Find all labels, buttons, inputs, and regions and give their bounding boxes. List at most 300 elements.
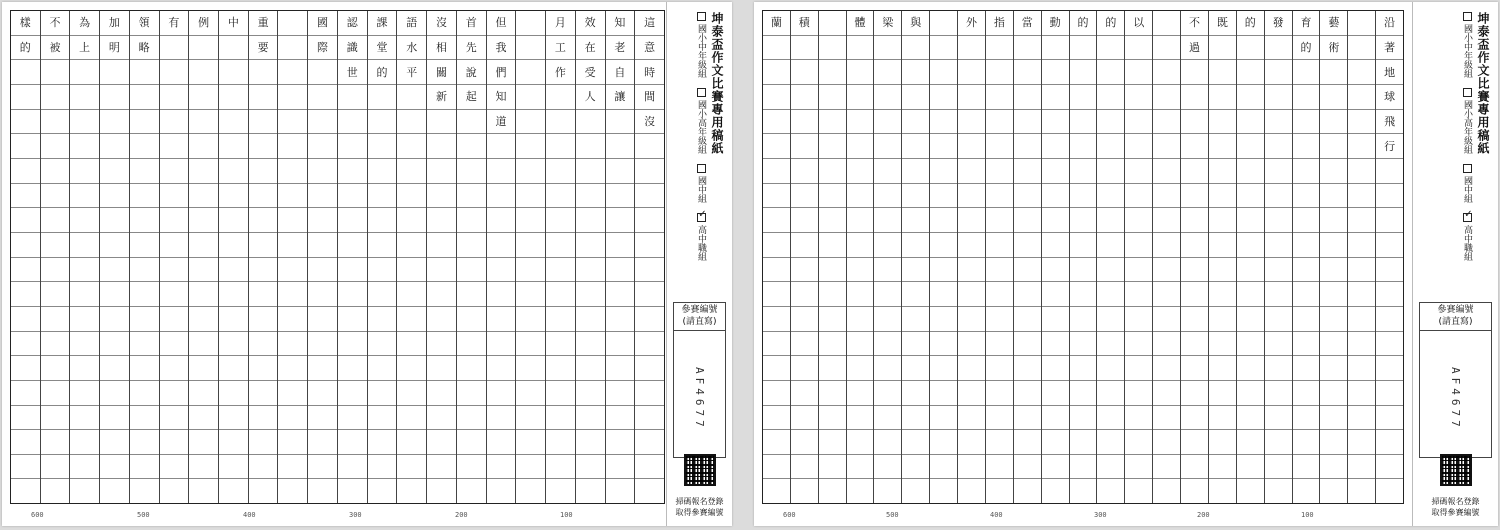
grid-cell: [130, 257, 159, 282]
grid-cell: [763, 454, 790, 479]
grid-cell: [397, 207, 426, 232]
grid-cell: [1070, 84, 1097, 109]
qr-code-icon: [684, 454, 716, 486]
grid-cell: [874, 207, 901, 232]
grid-cell: [606, 429, 635, 454]
grid-column: [456, 11, 486, 503]
grid-cell: [1293, 454, 1320, 479]
grid-cell: [1320, 306, 1347, 331]
grid-cell: [1320, 109, 1347, 134]
grid-cell: [1070, 59, 1097, 84]
grid-cell: [70, 355, 99, 380]
grid-cell: [249, 84, 278, 109]
grid-cell: [763, 109, 790, 134]
grid-cell: [1209, 109, 1236, 134]
grid-cell: 效: [584, 16, 596, 30]
checkbox-icon[interactable]: [1463, 88, 1472, 97]
grid-cell: 不: [1188, 16, 1200, 30]
grid-cell: [1097, 158, 1124, 183]
grid-cell: 知: [487, 84, 516, 109]
grid-cell: [847, 306, 874, 331]
grid-cell: [249, 109, 278, 134]
qr-code-icon: [1440, 454, 1472, 486]
grid-cell: [11, 478, 40, 503]
grid-cell: [1181, 257, 1208, 282]
division-option-senior-high[interactable]: ✓ 高中職組: [695, 213, 708, 261]
grid-cell: [958, 429, 985, 454]
grid-cell: [930, 306, 957, 331]
grid-cell: [219, 429, 248, 454]
grid-cell: [874, 306, 901, 331]
grid-cell: [1265, 84, 1292, 109]
grid-cell: [219, 207, 248, 232]
grid-cell: [130, 281, 159, 306]
grid-cell: [41, 183, 70, 208]
grid-cell: [338, 405, 367, 430]
grid-column: [1152, 11, 1180, 503]
grid-cell: [130, 405, 159, 430]
grid-cell: [1042, 183, 1069, 208]
entry-number-value: AF4677: [693, 366, 706, 431]
grid-cell: [1265, 478, 1292, 503]
grid-cell: [41, 405, 70, 430]
grid-cell: [1014, 478, 1041, 503]
grid-cell: 的: [11, 35, 40, 60]
grid-cell: [606, 454, 635, 479]
grid-cell: [791, 478, 818, 503]
grid-cell: [338, 478, 367, 503]
grid-cell: [847, 478, 874, 503]
grid-cell: [278, 257, 307, 282]
grid-cell: [70, 257, 99, 282]
grid-cell: [1181, 405, 1208, 430]
grid-cell: [819, 478, 846, 503]
grid-cell: [1070, 207, 1097, 232]
grid-cell: [763, 35, 790, 60]
grid-cell: [819, 331, 846, 356]
grid-cell: [791, 59, 818, 84]
division-option-junior-primary[interactable]: 國小中年級組: [695, 12, 708, 78]
division-option-junior-high[interactable]: 國中組: [695, 164, 708, 203]
grid-cell: [902, 355, 929, 380]
grid-cell: [576, 109, 605, 134]
grid-cell: [278, 380, 307, 405]
grid-cell: [1209, 380, 1236, 405]
entry-form-panel: [666, 2, 732, 526]
checkbox-icon[interactable]: [697, 88, 706, 97]
grid-cell: [1320, 158, 1347, 183]
grid-cell: [1209, 405, 1236, 430]
division-option-senior-high[interactable]: ✓ 高中職組: [1461, 213, 1474, 261]
essay-sheet-right: [754, 2, 1498, 526]
grid-cell: [1237, 59, 1264, 84]
grid-cell: 意: [635, 35, 664, 60]
grid-cell: 的: [368, 59, 397, 84]
grid-cell: 堂: [368, 35, 397, 60]
grid-cell: [1014, 158, 1041, 183]
grid-cell: [819, 35, 846, 60]
grid-cell: [308, 84, 337, 109]
grid-cell: [986, 478, 1013, 503]
grid-cell: [427, 183, 456, 208]
grid-cell: [1153, 84, 1180, 109]
grid-cell: [546, 429, 575, 454]
grid-cell: [427, 306, 456, 331]
grid-cell: [41, 109, 70, 134]
grid-cell: [189, 355, 218, 380]
grid-cell: [986, 429, 1013, 454]
division-option-junior-high[interactable]: 國中組: [1461, 164, 1474, 203]
grid-cell: [902, 478, 929, 503]
grid-cell: [516, 207, 545, 232]
grid-cell: [100, 454, 129, 479]
grid-cell: [100, 84, 129, 109]
grid-cell: [1348, 331, 1375, 356]
grid-cell: [160, 405, 189, 430]
grid-cell: [791, 306, 818, 331]
grid-cell: [1153, 405, 1180, 430]
grid-cell: [1097, 133, 1124, 158]
grid-cell: [791, 207, 818, 232]
grid-cell: [368, 380, 397, 405]
grid-cell: [1070, 158, 1097, 183]
grid-cell: [1237, 158, 1264, 183]
grid-cell: [958, 207, 985, 232]
grid-cell: [874, 84, 901, 109]
grid-cell: [368, 109, 397, 134]
grid-cell: [1181, 183, 1208, 208]
grid-cell: [1348, 183, 1375, 208]
grid-cell: [1153, 207, 1180, 232]
grid-cell: [791, 257, 818, 282]
grid-cell: [487, 133, 516, 158]
grid-cell: [11, 232, 40, 257]
grid-cell: 育: [1300, 16, 1312, 30]
grid-cell: [1376, 355, 1403, 380]
grid-cell: 月: [554, 16, 566, 30]
grid-cell: [1265, 331, 1292, 356]
grid-cell: [1181, 158, 1208, 183]
grid-cell: [930, 454, 957, 479]
grid-cell: [457, 207, 486, 232]
grid-cell: [487, 306, 516, 331]
grid-cell: [576, 207, 605, 232]
grid-cell: [958, 257, 985, 282]
grid-cell: 發: [1272, 16, 1284, 30]
grid-cell: [1348, 11, 1375, 35]
grid-cell: [986, 59, 1013, 84]
grid-cell: [278, 232, 307, 257]
grid-cell: [606, 109, 635, 134]
grid-cell: [368, 84, 397, 109]
grid-cell: 明: [100, 35, 129, 60]
checkbox-checked-icon[interactable]: [1463, 213, 1472, 222]
grid-cell: [958, 84, 985, 109]
grid-cell: [130, 331, 159, 356]
grid-cell: [902, 158, 929, 183]
grid-cell: [397, 380, 426, 405]
grid-cell: [930, 380, 957, 405]
grid-cell: [1097, 306, 1124, 331]
entry-number-label: 參賽編號: [681, 305, 718, 315]
grid-cell: [130, 158, 159, 183]
grid-cell: [1320, 59, 1347, 84]
grid-cell: [100, 331, 129, 356]
grid-column: [1096, 11, 1124, 503]
grid-cell: [219, 355, 248, 380]
grid-column: [486, 11, 516, 503]
grid-cell: 外: [965, 16, 977, 30]
grid-cell: [189, 158, 218, 183]
grid-cell: [546, 158, 575, 183]
checkbox-checked-icon[interactable]: [697, 213, 706, 222]
grid-cell: [1293, 158, 1320, 183]
grid-cell: [986, 232, 1013, 257]
grid-cell: [487, 405, 516, 430]
grid-cell: [847, 207, 874, 232]
grid-cell: 自: [606, 59, 635, 84]
qr-instructions: 掃碼報名登錄 取得參賽編號: [675, 496, 724, 517]
grid-cell: [100, 478, 129, 503]
grid-cell: [397, 232, 426, 257]
grid-cell: [1237, 183, 1264, 208]
grid-cell: [487, 331, 516, 356]
grid-cell: 要: [249, 35, 278, 60]
grid-cell: [902, 380, 929, 405]
grid-cell: 的: [1077, 16, 1089, 30]
grid-cell: [338, 183, 367, 208]
grid-cell: [11, 429, 40, 454]
grid-cell: [930, 281, 957, 306]
grid-cell: [1014, 207, 1041, 232]
division-options: [1461, 12, 1474, 261]
grid-cell: [819, 84, 846, 109]
grid-cell: [1209, 133, 1236, 158]
grid-cell: [1293, 429, 1320, 454]
checkbox-icon[interactable]: [1463, 164, 1472, 173]
grid-cell: [1181, 207, 1208, 232]
grid-cell: [368, 257, 397, 282]
grid-cell: [930, 355, 957, 380]
grid-cell: [249, 183, 278, 208]
grid-cell: [1181, 281, 1208, 306]
grid-cell: [847, 380, 874, 405]
grid-column: [11, 11, 40, 503]
grid-cell: [70, 281, 99, 306]
grid-cell: [219, 478, 248, 503]
grid-cell: 中: [227, 16, 239, 30]
grid-cell: [70, 109, 99, 134]
grid-cell: [1125, 84, 1152, 109]
grid-column: [218, 11, 248, 503]
grid-cell: [986, 306, 1013, 331]
grid-column: [818, 11, 846, 503]
entry-number-hint: (請直寫): [682, 316, 717, 327]
grid-cell: [70, 133, 99, 158]
grid-cell: [427, 207, 456, 232]
grid-cell: [100, 133, 129, 158]
grid-cell: [1014, 429, 1041, 454]
grid-cell: [1265, 158, 1292, 183]
grid-cell: [1265, 207, 1292, 232]
grid-cell: [189, 257, 218, 282]
grid-cell: 新: [427, 84, 456, 109]
grid-cell: [1014, 331, 1041, 356]
grid-cell: [791, 183, 818, 208]
grid-cell: [1042, 405, 1069, 430]
grid-cell: [958, 331, 985, 356]
grid-cell: [1181, 429, 1208, 454]
grid-cell: [516, 429, 545, 454]
grid-cell: [902, 405, 929, 430]
grid-cell: [635, 454, 664, 479]
char-count-label: 600: [31, 511, 44, 519]
grid-cell: [1042, 281, 1069, 306]
grid-cell: [1070, 109, 1097, 134]
grid-cell: [1153, 232, 1180, 257]
grid-cell: 時: [635, 59, 664, 84]
grid-cell: [1125, 158, 1152, 183]
grid-cell: [516, 331, 545, 356]
grid-cell: [576, 429, 605, 454]
grid-cell: 認: [346, 16, 358, 30]
grid-cell: [819, 405, 846, 430]
grid-cell: [516, 281, 545, 306]
grid-cell: [308, 257, 337, 282]
grid-cell: [847, 158, 874, 183]
grid-cell: [874, 183, 901, 208]
grid-cell: [368, 281, 397, 306]
grid-cell: [1209, 306, 1236, 331]
grid-cell: [546, 133, 575, 158]
grid-cell: [100, 405, 129, 430]
checkbox-icon[interactable]: [697, 12, 706, 21]
grid-cell: 指: [993, 16, 1005, 30]
grid-cell: [278, 84, 307, 109]
grid-cell: [516, 232, 545, 257]
grid-cell: [249, 355, 278, 380]
grid-cell: [41, 59, 70, 84]
grid-cell: [249, 257, 278, 282]
grid-cell: [1320, 133, 1347, 158]
grid-cell: [70, 429, 99, 454]
grid-cell: 積: [798, 16, 810, 30]
grid-cell: [1042, 306, 1069, 331]
grid-cell: [516, 380, 545, 405]
grid-cell: [791, 454, 818, 479]
grid-cell: [41, 133, 70, 158]
grid-cell: [457, 158, 486, 183]
grid-cell: [1376, 306, 1403, 331]
grid-cell: [1237, 331, 1264, 356]
grid-cell: 蘭: [770, 16, 782, 30]
grid-cell: [1237, 306, 1264, 331]
grid-cell: [368, 454, 397, 479]
grid-cell: 著: [1376, 35, 1403, 60]
grid-cell: [576, 380, 605, 405]
grid-cell: [606, 478, 635, 503]
grid-cell: [70, 232, 99, 257]
grid-cell: 不: [49, 16, 61, 30]
grid-cell: [874, 35, 901, 60]
grid-cell: [397, 133, 426, 158]
grid-cell: [1181, 478, 1208, 503]
grid-cell: [427, 158, 456, 183]
grid-cell: [11, 59, 40, 84]
grid-cell: [847, 331, 874, 356]
grid-cell: [1237, 478, 1264, 503]
grid-cell: [308, 331, 337, 356]
grid-cell: [546, 478, 575, 503]
grid-cell: [338, 429, 367, 454]
division-option-senior-primary[interactable]: 國小高年級組: [1461, 88, 1474, 154]
grid-cell: 樣: [19, 16, 31, 30]
grid-cell: [457, 429, 486, 454]
grid-cell: [1209, 355, 1236, 380]
grid-cell: [457, 183, 486, 208]
checkbox-icon[interactable]: [1463, 12, 1472, 21]
grid-cell: [874, 355, 901, 380]
grid-cell: [1293, 59, 1320, 84]
grid-cell: [1348, 281, 1375, 306]
grid-cell: [1293, 478, 1320, 503]
grid-cell: [249, 331, 278, 356]
grid-column: [40, 11, 70, 503]
grid-cell: 語: [406, 16, 418, 30]
grid-cell: [308, 207, 337, 232]
grid-cell: [11, 331, 40, 356]
grid-cell: [1153, 133, 1180, 158]
grid-cell: [41, 478, 70, 503]
grid-cell: [847, 35, 874, 60]
division-option-junior-primary[interactable]: 國小中年級組: [1461, 12, 1474, 78]
grid-cell: [1348, 35, 1375, 60]
grid-cell: [902, 133, 929, 158]
grid-cell: [576, 232, 605, 257]
grid-cell: [219, 158, 248, 183]
grid-cell: [1014, 84, 1041, 109]
grid-cell: [1237, 355, 1264, 380]
division-option-senior-primary[interactable]: 國小高年級組: [695, 88, 708, 154]
grid-cell: [1293, 380, 1320, 405]
grid-cell: [189, 59, 218, 84]
form-title: 坤泰盃作文比賽專用稿紙: [1476, 12, 1490, 155]
grid-cell: [1265, 281, 1292, 306]
checkbox-icon[interactable]: [697, 164, 706, 173]
grid-cell: 的: [1105, 16, 1117, 30]
grid-cell: [487, 207, 516, 232]
grid-cell: 相: [427, 35, 456, 60]
grid-cell: 在: [576, 35, 605, 60]
grid-cell: [41, 331, 70, 356]
grid-cell: [1265, 355, 1292, 380]
grid-cell: [487, 454, 516, 479]
grid-cell: [516, 84, 545, 109]
grid-cell: [100, 380, 129, 405]
grid-cell: [70, 454, 99, 479]
grid-cell: [847, 133, 874, 158]
grid-cell: [41, 84, 70, 109]
grid-cell: [189, 405, 218, 430]
grid-cell: [1153, 158, 1180, 183]
grid-cell: [1125, 232, 1152, 257]
grid-cell: [249, 158, 278, 183]
grid-cell: [546, 232, 575, 257]
grid-cell: [487, 380, 516, 405]
grid-cell: [763, 281, 790, 306]
grid-cell: 人: [576, 84, 605, 109]
grid-cell: [1153, 183, 1180, 208]
